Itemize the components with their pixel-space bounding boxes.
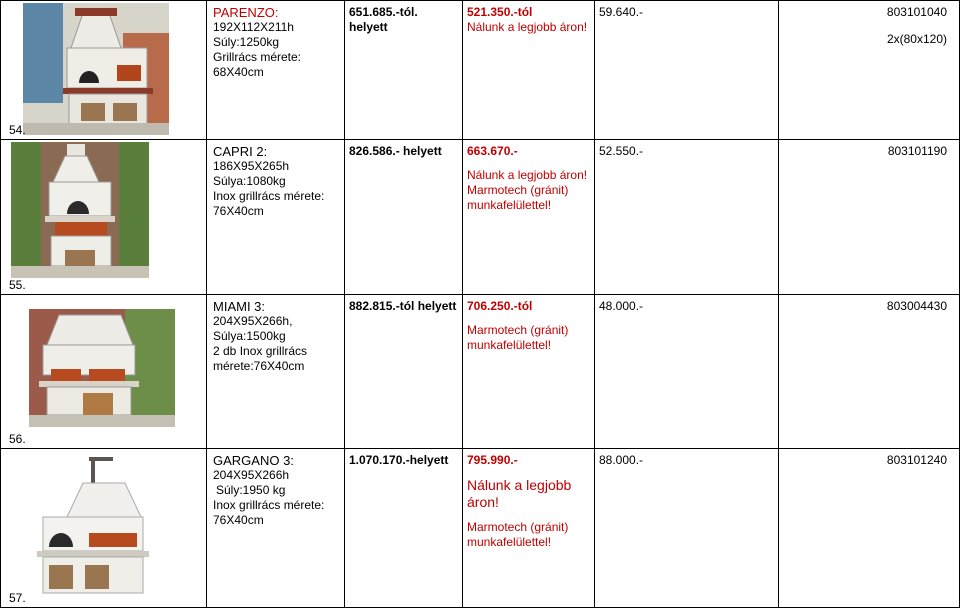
new-price-cell — [463, 140, 595, 295]
discount-value: 59.640.- — [599, 5, 644, 19]
grill-illustration — [11, 142, 149, 278]
spec-line: 204X95X266h, — [213, 314, 293, 328]
new-price: 663.670.- — [467, 144, 518, 158]
product-name-cell — [207, 140, 345, 295]
spec-line: 192X112X211h — [213, 20, 294, 34]
spec-line: mérete:76X40cm — [213, 359, 305, 373]
product-photo-miami — [29, 309, 175, 427]
spec-line: Súlya:1080kg — [213, 174, 286, 188]
discount-cell — [595, 449, 779, 608]
material-note: Marmotech (gránit) munkafelülettel! — [467, 183, 569, 212]
code-cell — [779, 140, 960, 295]
code-cell — [779, 295, 960, 449]
product-photo-parenzo — [23, 3, 169, 135]
product-image-cell — [1, 449, 207, 608]
product-name-cell — [207, 1, 345, 140]
spec-line: Inox grillrács mérete: — [213, 498, 325, 512]
code-note: 2x(80x120) — [886, 32, 947, 46]
discount-value: 88.000.- — [599, 453, 644, 467]
spec-line: Grillrács mérete: — [213, 50, 302, 64]
spec-line: 76X40cm — [213, 513, 264, 527]
table-row — [1, 449, 960, 608]
old-price-cell — [345, 295, 463, 449]
grill-illustration — [29, 453, 157, 599]
new-price: 706.250.-tól — [467, 299, 533, 313]
grill-illustration — [23, 3, 169, 135]
new-price: 521.350.-tól — [467, 5, 533, 19]
product-name: GARGANO 3: — [213, 453, 294, 468]
new-price-cell — [463, 1, 595, 140]
code-cell — [779, 449, 960, 608]
row-number: 56. — [9, 432, 26, 446]
spec-line: 76X40cm — [213, 204, 264, 218]
product-name-cell — [207, 449, 345, 608]
spec-line: Súly:1950 kg — [216, 483, 286, 497]
product-name-cell — [207, 295, 345, 449]
spec-line: Súlya:1500kg — [213, 329, 286, 343]
row-number: 55. — [9, 278, 26, 292]
spec-line: 68X40cm — [213, 65, 264, 79]
product-photo-gargano — [29, 453, 157, 599]
promo-text: Nálunk a legjobb áron! — [467, 168, 588, 182]
old-price-cell — [345, 449, 463, 608]
table-row — [1, 140, 960, 295]
new-price-cell — [463, 295, 595, 449]
product-name: CAPRI 2: — [213, 144, 268, 159]
product-code: 803004430 — [886, 299, 947, 313]
old-price-cell — [345, 1, 463, 140]
new-price: 795.990.- — [467, 453, 518, 467]
material-note: Marmotech (gránit) munkafelülettel! — [467, 323, 569, 352]
code-cell — [779, 1, 960, 140]
product-image-cell — [1, 140, 207, 295]
old-price: 826.586.- helyett — [349, 144, 442, 158]
product-code: 803101190 — [887, 144, 947, 158]
spec-line: Súly:1250kg — [213, 35, 280, 49]
grill-illustration — [29, 309, 175, 427]
product-image-cell — [1, 1, 207, 140]
spec-line: Inox grillrács mérete: — [213, 189, 325, 203]
new-price-cell — [463, 449, 595, 608]
table-row — [1, 1, 960, 140]
product-code: 803101240 — [886, 453, 947, 467]
discount-cell — [595, 1, 779, 140]
product-code: 803101040 — [886, 5, 947, 19]
material-note: Marmotech (gránit) munkafelülettel! — [467, 520, 569, 549]
promo-text: Nálunk a legjobb áron! — [467, 20, 588, 34]
discount-cell — [595, 295, 779, 449]
product-image-cell — [1, 295, 207, 449]
product-photo-capri — [11, 142, 149, 278]
row-number: 57. — [9, 591, 26, 605]
old-price: 651.685.-tól. helyett — [349, 5, 418, 34]
spec-line: 186X95X265h — [213, 159, 290, 173]
discount-value: 48.000.- — [599, 299, 644, 313]
old-price: 1.070.170.-helyett — [349, 453, 449, 467]
promo-text: Nálunk a legjobb áron! — [467, 477, 572, 510]
product-name: MIAMI 3: — [213, 299, 266, 314]
row-number: 54. — [9, 123, 26, 137]
old-price: 882.815.-tól helyett — [349, 299, 457, 313]
discount-value: 52.550.- — [599, 144, 644, 158]
spec-line: 204X95X266h — [213, 468, 290, 482]
old-price-cell — [345, 140, 463, 295]
discount-cell — [595, 140, 779, 295]
product-name: PARENZO: — [213, 5, 279, 20]
spec-line: 2 db Inox grillrács — [213, 344, 308, 358]
table-row — [1, 295, 960, 449]
